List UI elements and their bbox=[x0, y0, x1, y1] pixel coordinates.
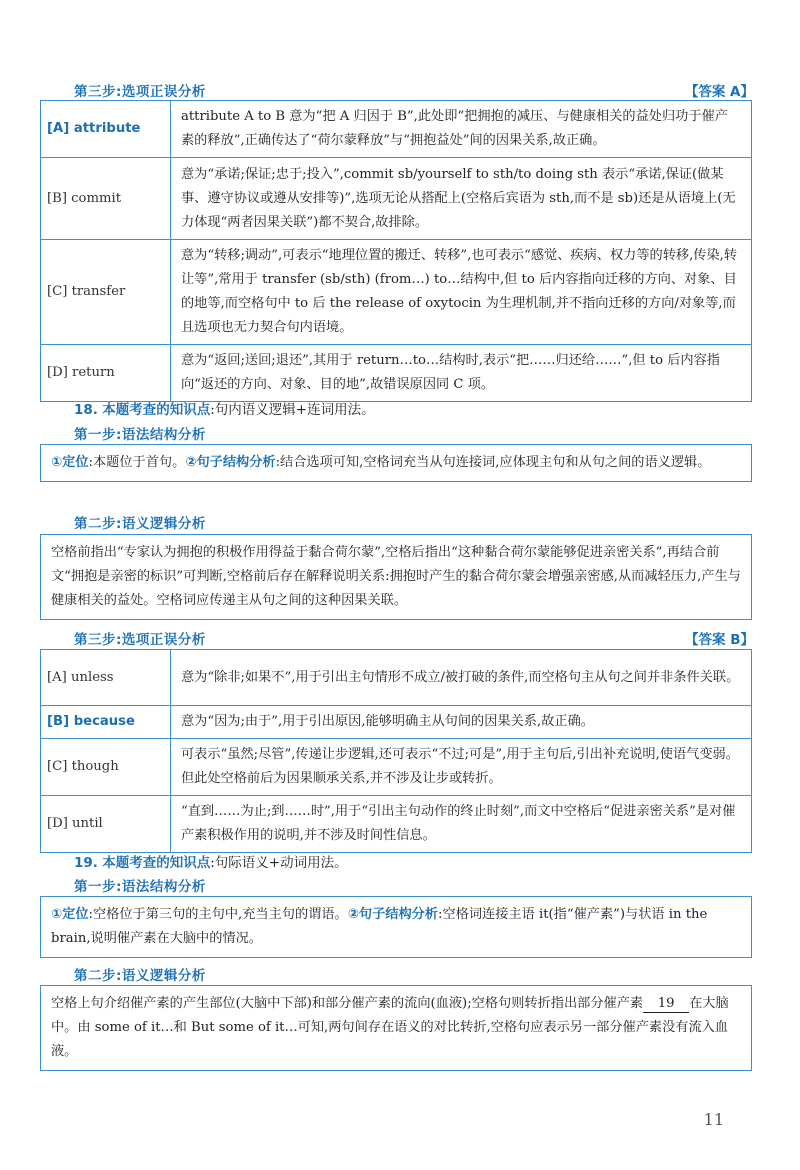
q18-knowledge-text: :句内语义逻辑+连词用法。 bbox=[210, 402, 375, 418]
q18-knowledge-label: 本题考查的知识点 bbox=[102, 402, 211, 418]
structure-text: :结合选项可知,空格词充当从句连接词,应体现主句和从句之间的语义逻辑。 bbox=[275, 455, 711, 470]
q19-step1-title: 第一步:语法结构分析 bbox=[74, 879, 206, 895]
option-label: [D] return bbox=[41, 345, 171, 402]
table-row bbox=[41, 345, 752, 402]
q18-answer-label: 【答案 B】 bbox=[685, 632, 754, 648]
q18-step2-title: 第二步:语义逻辑分析 bbox=[74, 516, 206, 532]
option-text: 意为“返回;送回;退还”,其用于 return…to…结构时,表示“把……归还给……”,但 to 后内容指向“返还的方向、对象、目的地”,故错误原因同 C 项。 bbox=[171, 345, 752, 402]
table-row bbox=[41, 101, 752, 158]
option-text: 意为“除非;如果不”,用于引出主句情形不成立/被打破的条件,而空格句主从句之间并非条件关联。 bbox=[171, 650, 752, 706]
position-label: ①定位 bbox=[51, 907, 89, 922]
table-row bbox=[41, 240, 752, 345]
option-label: [A] unless bbox=[41, 650, 171, 706]
table-row bbox=[41, 796, 752, 853]
step2-text-after: 在大脑中。由 some of it…和 But some of it…可知,两句间存在语义的对比转折,空格句应表示另一部分催产素没有流入血液。 bbox=[51, 996, 729, 1059]
q19-knowledge-text: :句际语义+动词用法。 bbox=[210, 855, 348, 871]
structure-text: :空格词连接主语 it(指“催产素”)与状语 in the brain,说明催产素在大脑中的情况。 bbox=[51, 907, 708, 946]
position-text: :本题位于首句。 bbox=[88, 455, 186, 470]
q17-options-table bbox=[40, 100, 752, 402]
q19-step1-box bbox=[40, 896, 752, 958]
page-number: 11 bbox=[703, 1110, 724, 1129]
q19-knowledge-label: 本题考查的知识点 bbox=[102, 855, 211, 871]
option-text: 意为“转移;调动”,可表示“地理位置的搬迁、转移”,也可表示“感觉、疾病、权力等的转移,传染,转让等”,常用于 transfer (sb/sth) (from…) to…结构中,但 to 后内容指向迁移的方向、对象、目的地等,而空格句中 to 后 the release of oxytocin 为生理机制,并不指向迁移的方向/对象等,而且选项也无力契合句内语境。 bbox=[171, 240, 752, 345]
q18-step2-box: 空格前指出“专家认为拥抱的积极作用得益于黏合荷尔蒙”,空格后指出“这种黏合荷尔蒙能够促进亲密关系”,再结合前文“拥抱是亲密的标识”可判断,空格前后存在解释说明关系:拥抱时产生的黏合荷尔蒙会增强亲密感,从而减轻压力,产生与健康相关的益处。空格词应传递主从句之间的这种因果关联。 bbox=[40, 534, 752, 620]
option-text: 意为“承诺;保证;忠于;投入”,commit sb/yourself to sth/to doing sth 表示“承诺,保证(做某事、遵守协议或遵从安排等)”,选项无论从搭配上(空格后宾语为 sth,而不是 sb)还是从语境上(无力体现“两者因果关联”)都不契合,故排除。 bbox=[171, 158, 752, 240]
structure-label: ②句子结构分析 bbox=[185, 455, 276, 470]
table-row bbox=[41, 650, 752, 706]
q18-step1-box bbox=[40, 444, 752, 482]
position-label: ①定位 bbox=[51, 455, 89, 470]
option-label: [D] until bbox=[41, 796, 171, 853]
q18-heading bbox=[74, 398, 375, 418]
option-label: [A] attribute bbox=[41, 101, 171, 158]
option-label: [B] because bbox=[41, 706, 171, 739]
option-text: “直到……为止;到……时”,用于“引出主句动作的终止时刻”,而文中空格后“促进亲密关系”是对催产素积极作用的说明,并不涉及时间性信息。 bbox=[171, 796, 752, 853]
answer-blank: 19 bbox=[643, 996, 689, 1013]
table-row bbox=[41, 739, 752, 796]
q18-options-table bbox=[40, 649, 752, 853]
q19-number: 19. bbox=[74, 855, 98, 871]
q18-step3-title: 第三步:选项正误分析 bbox=[74, 632, 206, 648]
table-row bbox=[41, 706, 752, 739]
table-row bbox=[41, 158, 752, 240]
option-label: [C] though bbox=[41, 739, 171, 796]
q18-number: 18. bbox=[74, 402, 98, 418]
q17-step3-title: 第三步:选项正误分析 bbox=[74, 84, 206, 100]
option-text: attribute A to B 意为“把 A 归因于 B”,此处即“把拥抱的减压、与健康相关的益处归功于催产素的释放”,正确传达了“荷尔蒙释放”与“拥抱益处”间的因果关系,故正确。 bbox=[171, 101, 752, 158]
q19-step2-title: 第二步:语义逻辑分析 bbox=[74, 968, 206, 984]
q17-answer-label: 【答案 A】 bbox=[684, 84, 754, 100]
structure-label: ②句子结构分析 bbox=[347, 907, 439, 922]
q18-step1-title: 第一步:语法结构分析 bbox=[74, 427, 206, 443]
position-text: :空格位于第三句的主句中,充当主句的谓语。 bbox=[88, 907, 348, 922]
option-label: [B] commit bbox=[41, 158, 171, 240]
q19-heading bbox=[74, 851, 348, 871]
option-label: [C] transfer bbox=[41, 240, 171, 345]
option-text: 意为“因为;由于”,用于引出原因,能够明确主从句间的因果关系,故正确。 bbox=[171, 706, 752, 739]
option-text: 可表示“虽然;尽管”,传递让步逻辑,还可表示“不过;可是”,用于主句后,引出补充说明,使语气变弱。但此处空格前后为因果顺承关系,并不涉及让步或转折。 bbox=[171, 739, 752, 796]
q19-step2-box bbox=[40, 985, 752, 1071]
step2-text-before: 空格上句介绍催产素的产生部位(大脑中下部)和部分催产素的流向(血液);空格句则转折指出部分催产素 bbox=[51, 996, 644, 1011]
